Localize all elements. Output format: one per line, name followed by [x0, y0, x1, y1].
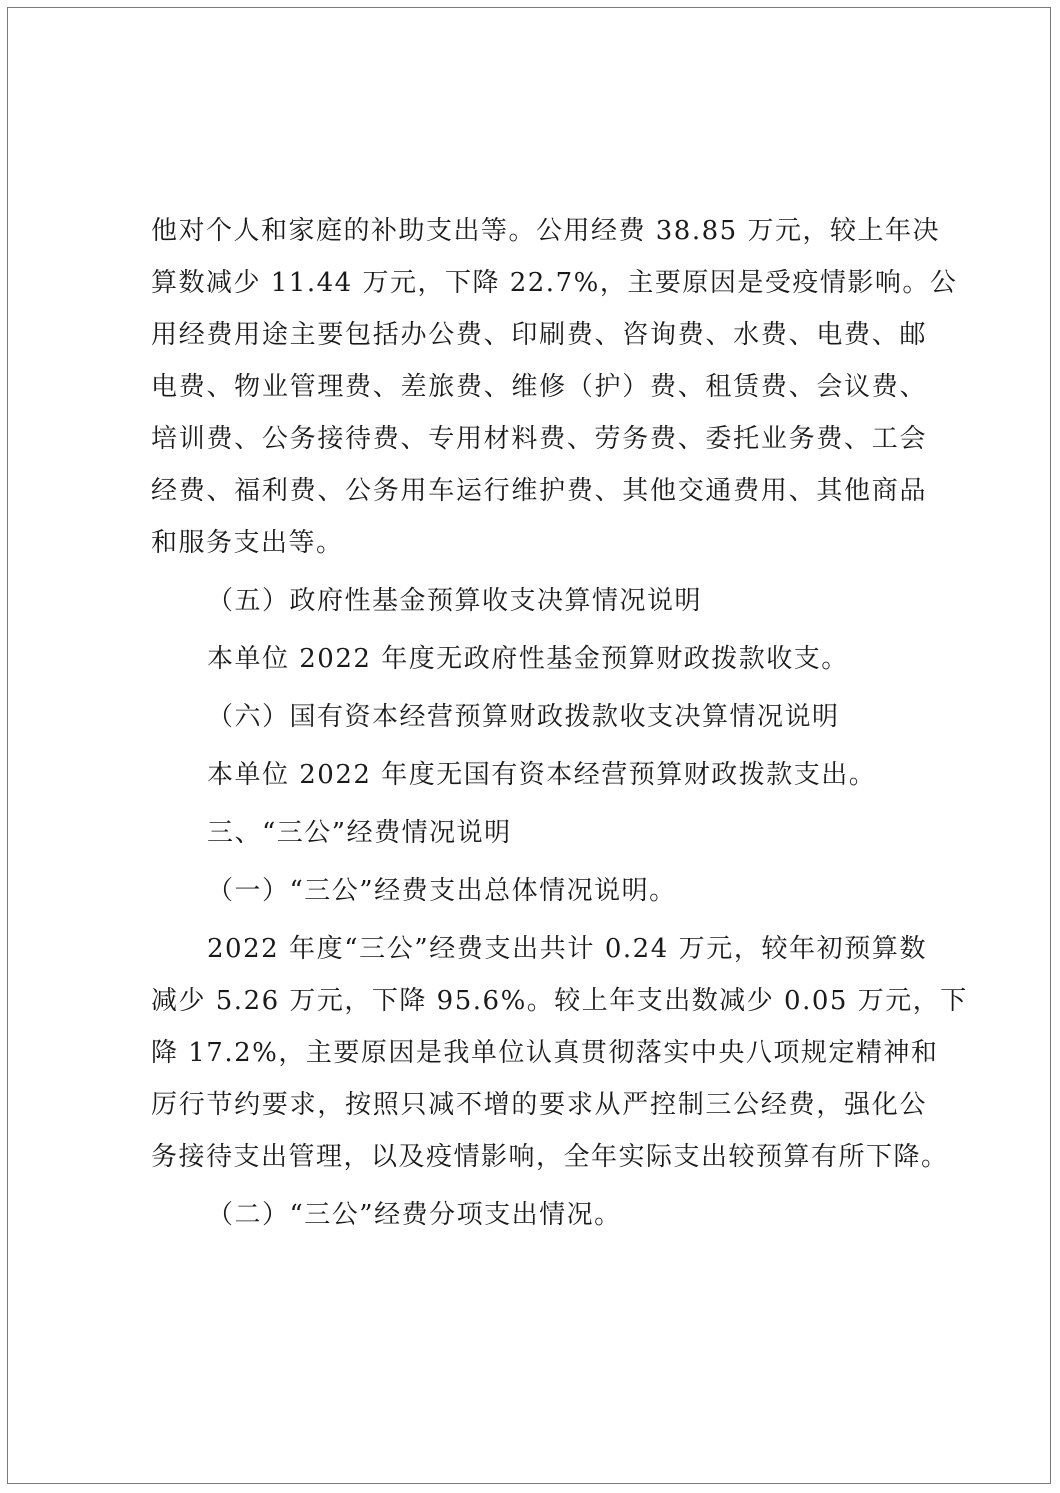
heading-state-capital: （六）国有资本经营预算财政拨款收支决算情况说明 — [207, 702, 840, 732]
text-line: 培训费、公务接待费、专用材料费、劳务费、委托业务费、工会 — [151, 424, 927, 454]
section-heading-three-public: 三、“三公”经费情况说明 — [207, 818, 512, 848]
document-body — [151, 205, 968, 1241]
text-line: 务接待支出管理，以及疫情影响，全年实际支出较预算有所下降。 — [151, 1142, 949, 1172]
heading-government-fund: （五）政府性基金预算收支决算情况说明 — [207, 586, 703, 616]
paragraph-overall — [151, 923, 968, 1183]
text-line: 经费、福利费、公务用车运行维护费、其他交通费用、其他商品 — [151, 476, 927, 506]
text-line: 他对个人和家庭的补助支出等。公用经费 38.85 万元，较上年决 — [151, 216, 940, 246]
text-line: 2022 年度“三公”经费支出共计 0.24 万元，较年初预算数 — [207, 934, 927, 964]
document-page — [7, 7, 1051, 1484]
paragraph-state-capital: 本单位 2022 年度无国有资本经营预算财政拨款支出。 — [207, 760, 877, 790]
text-line: 厉行节约要求，按照只减不增的要求从严控制三公经费，强化公 — [151, 1090, 927, 1120]
subheading-overall: （一）“三公”经费支出总体情况说明。 — [207, 876, 677, 906]
paragraph-public-funds — [151, 205, 958, 569]
text-line: 电费、物业管理费、差旅费、维修（护）费、租赁费、会议费、 — [151, 372, 927, 402]
text-line: 减少 5.26 万元，下降 95.6%。较上年支出数减少 0.05 万元，下 — [151, 986, 968, 1016]
text-line: 用经费用途主要包括办公费、印刷费、咨询费、水费、电费、邮 — [151, 320, 927, 350]
paragraph-government-fund: 本单位 2022 年度无政府性基金预算财政拨款收支。 — [207, 644, 849, 674]
text-line: 算数减少 11.44 万元，下降 22.7%，主要原因是受疫情影响。公 — [151, 268, 958, 298]
text-line: 降 17.2%，主要原因是我单位认真贯彻落实中央八项规定精神和 — [151, 1038, 939, 1068]
text-line: 和服务支出等。 — [151, 528, 344, 558]
subheading-itemized: （二）“三公”经费分项支出情况。 — [207, 1200, 622, 1230]
